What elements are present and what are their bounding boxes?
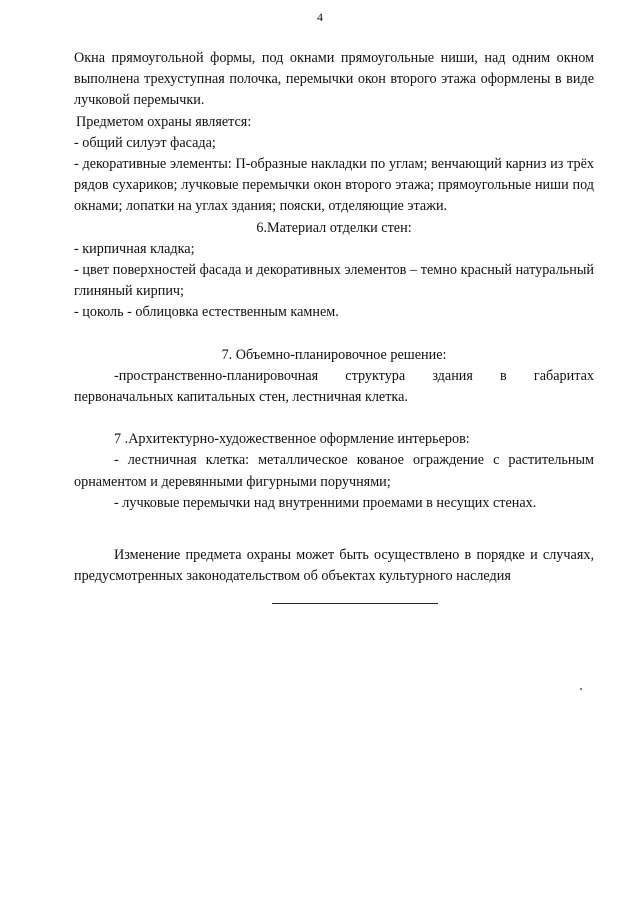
paragraph-planning-structure: -пространственно-планировочная структура здания в габаритах первоначальных капитальных стен, лестничная клетка. — [74, 367, 594, 406]
list-item-facade-color: - цвет поверхностей фасада и декоративных элементов – темно красный натуральный глиняный кирпич; — [74, 262, 594, 300]
protection-subject-heading: Предметом охраны является: — [76, 113, 252, 130]
list-item-arched-lintels: - лучковые перемычки над внутренними проемами в несущих стенах. — [114, 494, 537, 511]
list-item-silhouette: - общий силуэт фасада; — [74, 134, 216, 151]
section-heading-wall-material: 6.Материал отделки стен: — [256, 219, 412, 236]
closing-rule — [272, 603, 438, 604]
list-item-brickwork: - кирпичная кладка; — [74, 240, 195, 257]
list-item-staircase: - лестничная клетка: металлическое кованое ограждение с растительным орнаментом и деревянными фигурными поручнями; — [74, 452, 594, 490]
document-body — [74, 48, 594, 587]
list-item-decorative: - декоративные элементы: П-образные накладки по углам; венчающий карниз из трёх рядов сухариков; лучковые перемычки окон второго этажа; прямоугольные ниши под окнами; лопатки на углах здания; пояски, отделяющие этажи. — [74, 156, 594, 215]
paragraph-change-conditions: Изменение предмета охраны может быть осуществлено в порядке и случаях, предусмотренных законодательством об объектах культурного наследия — [74, 547, 594, 585]
scan-speck — [580, 688, 582, 690]
section-heading-interiors: 7 .Архитектурно-художественное оформление интерьеров: — [114, 431, 470, 448]
section-heading-planning: 7. Объемно-планировочное решение: — [221, 346, 447, 363]
page-number: 4 — [317, 10, 323, 24]
list-item-plinth: - цоколь - облицовка естественным камнем. — [74, 304, 339, 321]
paragraph-windows: Окна прямоугольной формы, под окнами прямоугольные ниши, над одним окном выполнена трехуступная полочка, перемычки окон второго этажа оформлены в виде лучковой перемычки. — [74, 50, 594, 109]
